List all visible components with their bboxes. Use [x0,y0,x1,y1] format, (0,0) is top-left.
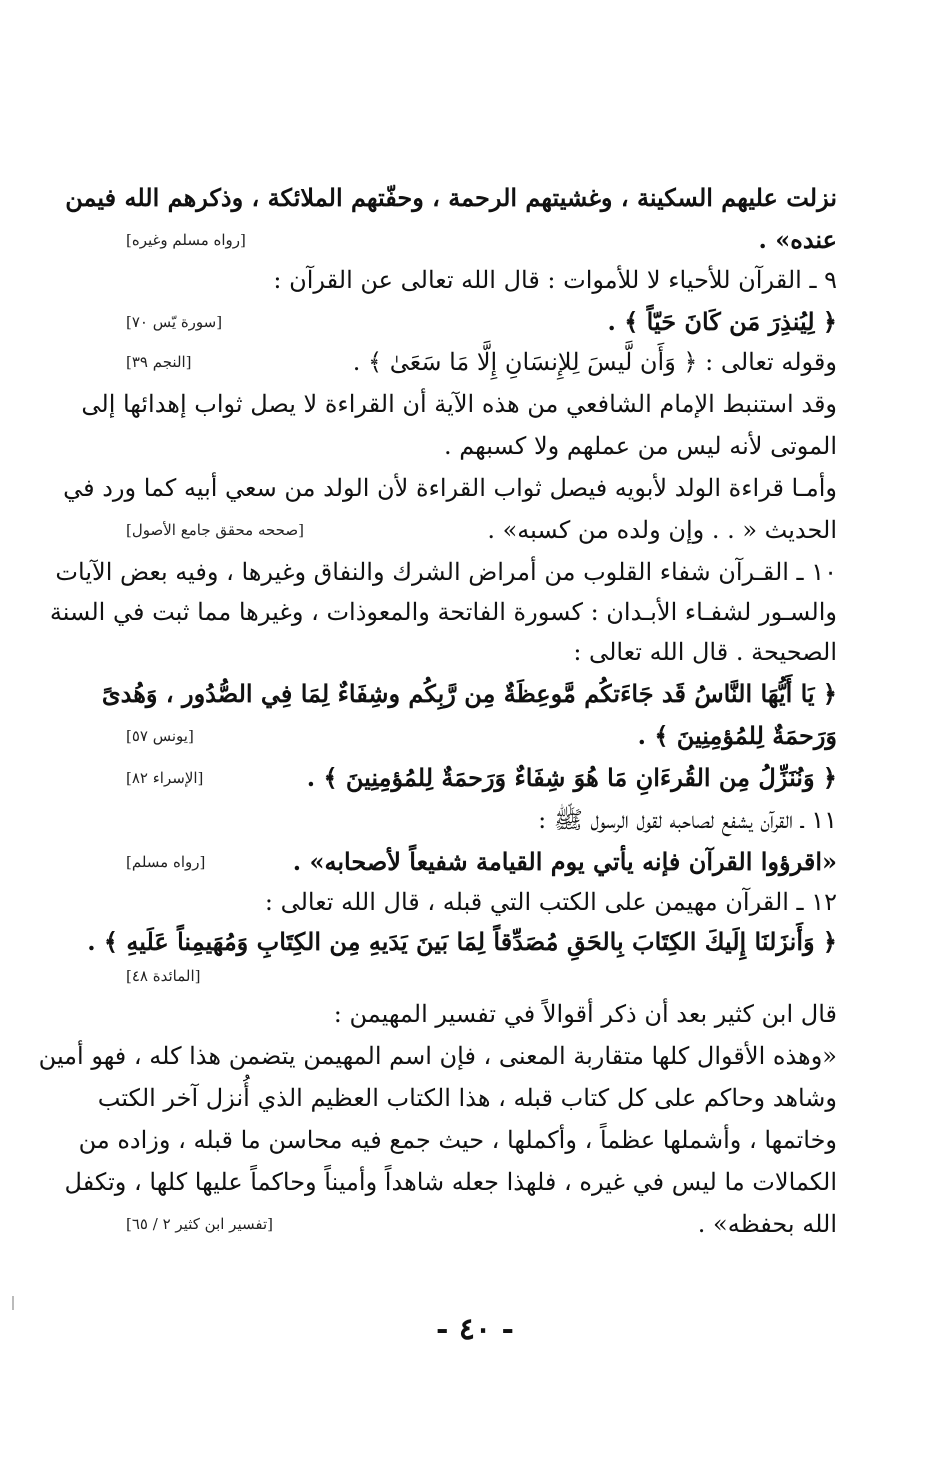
numbered-point-11: ١١ ـ القرآن يشفع لصاحبه لقول الرسول ﷺ : [538,806,837,834]
text-line: والسـور لشفـاء الأبـدان : كسورة الفاتحة والمعوذات ، وغيرها مما ثبت في السنة [49,598,837,626]
numbered-point-9: ٩ ـ القرآن للأحياء لا للأموات : قال الله تعالى عن القرآن : [273,266,837,294]
citation: [النجم ٣٩] [126,353,192,371]
quran-verse: ﴿ وَأَنزَلنَا إِلَيكَ الكِتَابَ بِالحَقِ مُصَدِّقاً لِمَا بَينَ يَدَيهِ مِن الكِتَابِ وَمُهَيمِناً عَلَيهِ ﴾ . [87,927,837,956]
page-number: - ٤٠ - [435,1312,515,1347]
hadith-quote: «اقرؤوا القرآن فإنه يأتي يوم القيامة شفيعاً لأصحابه» . [292,847,837,876]
citation: [سورة يّس ٧٠] [126,313,223,331]
text-line: نزلت عليهم السكينة ، وغشيتهم الرحمة ، وحفّتهم الملائكة ، وذكرهم الله فيمن [65,183,837,212]
citation: [رواه مسلم وغيره] [126,231,246,249]
text-line: الموتى لأنه ليس من عملهم ولا كسبهم . [443,432,837,460]
numbered-point-10: ١٠ ـ القـرآن شفاء القلوب من أمراض الشرك والنفاق وغيرها ، وفيه بعض الآيات [55,558,837,586]
text-line: عنده» . [758,225,837,254]
citation: [المائدة ٤٨] [126,967,201,985]
text-line: وشاهد وحاكم على كل كتاب قبله ، هذا الكتاب العظيم الذي أُنزل آخر الكتب [97,1084,837,1112]
text-line: الله بحفظه» . [697,1210,837,1238]
hadith-quote: الحديث « . . وإن ولده من كسبه» . [487,516,837,544]
text-line: وقد استنبط الإمام الشافعي من هذه الآية أن القراءة لا يصل ثواب إهدائها إلى [81,390,837,418]
text-line: «وهذه الأقوال كلها متقاربة المعنى ، فإن اسم المهيمن يتضمن هذا كله ، فهو أمين [38,1042,837,1070]
numbered-point-12: ١٢ ـ القرآن مهيمن على الكتب التي قبله ، قال الله تعالى : [264,888,837,916]
text-line: الصحيحة . قال الله تعالى : [573,638,837,666]
text-line: الكمالات ما ليس في غيره ، فلهذا جعله شاهداً وأميناً وحاكماً عليها كلها ، وتكفل [64,1168,837,1196]
citation: [صححه محقق جامع الأصول] [126,521,304,539]
text-line: وقوله تعالى : ﴿ وَأَن لَّيسَ لِلإِنسَانِ إِلَّا مَا سَعَىٰ ﴾ . [352,348,837,376]
scan-speck [12,1296,14,1310]
citation: [الإسراء ٨٢] [126,769,204,787]
quran-verse: ﴿ وَنُنَزِّلُ مِن القُرءَانِ مَا هُوَ شِفَاءٌ وَرَحمَةٌ لِلمُؤمِنِينَ ﴾ . [306,763,837,792]
citation: [تفسير ابن كثير ٢ / ٦٥] [126,1215,273,1233]
quran-verse: ﴿ لِيُنذِرَ مَن كَانَ حَيّاً ﴾ . [607,307,837,336]
text-line: قال ابن كثير بعد أن ذكر أقوالاً في تفسير المهيمن : [333,1000,837,1028]
quran-verse: ﴿ يَا أَيُّهَا النَّاسُ قَد جَاءَتكُم مَّوعِظَةٌ مِن رَّبِكُم وشِفَاءٌ لِمَا فِي الصُّدُور ، وَهُدىً [101,679,837,708]
citation: [رواه مسلم] [126,853,206,871]
text-line: وأمـا قراءة الولد لأبويه فيصل ثواب القراءة لأن الولد من سعي أبيه كما ورد في [63,474,837,502]
quran-verse: وَرَحمَةٌ لِلمُؤمِنِينَ ﴾ . [637,721,837,750]
text-line: وخاتمها ، وأشملها عظماً ، وأكملها ، حيث جمع فيه محاسن ما قبله ، وزاده من [78,1126,837,1154]
citation: [يونس ٥٧] [126,727,194,745]
